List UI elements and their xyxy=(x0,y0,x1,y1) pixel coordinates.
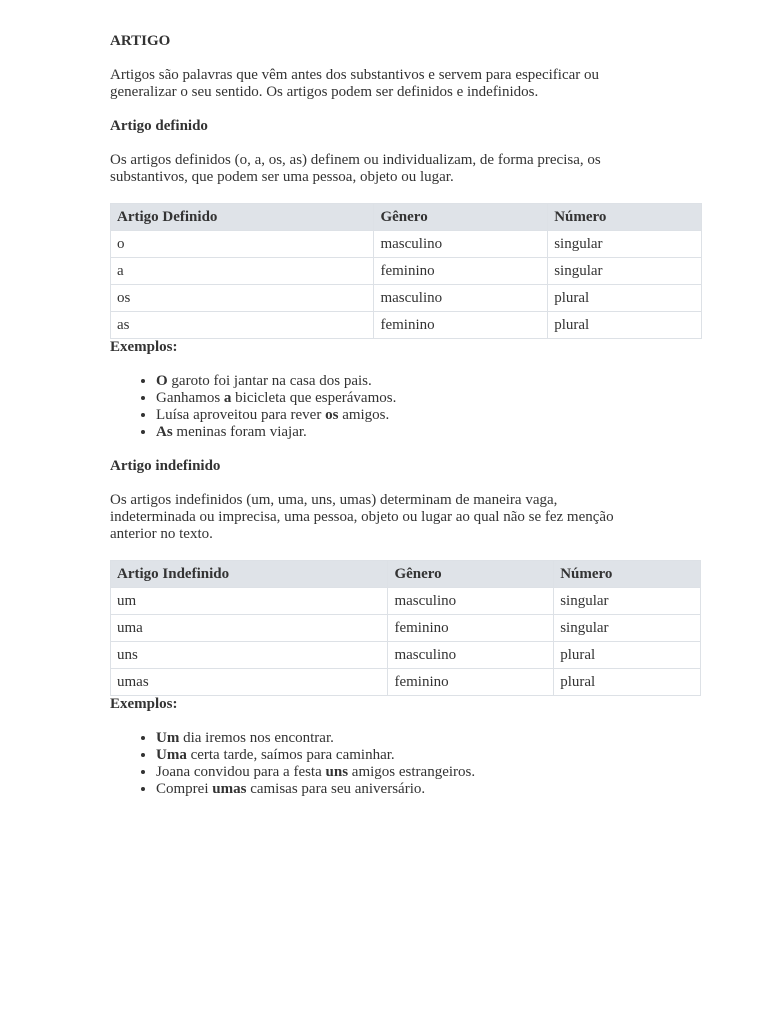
table-cell: masculino xyxy=(374,231,548,258)
table-cell: singular xyxy=(548,231,702,258)
table-cell: singular xyxy=(554,615,701,642)
section-definido xyxy=(110,118,702,441)
table-cell: uma xyxy=(111,615,388,642)
list-item xyxy=(156,764,702,781)
example-text: garoto foi jantar na casa dos pais. xyxy=(167,373,372,389)
table-cell: plural xyxy=(554,642,701,669)
example-article: a xyxy=(223,390,232,406)
example-article: Uma xyxy=(156,747,187,763)
example-article: os xyxy=(325,407,339,423)
page-title: ARTIGO xyxy=(110,33,171,49)
table-cell: masculino xyxy=(388,588,554,615)
table-cell: feminino xyxy=(374,312,548,339)
intro-paragraph: Artigos são palavras que vêm antes dos substantivos e servem para especificar ou generalizar o seu sentido. Os artigos podem ser definidos e indefinidos. xyxy=(110,67,600,100)
section-heading: Artigo indefinido xyxy=(110,458,221,474)
table-cell: a xyxy=(111,258,374,285)
section-heading: Artigo definido xyxy=(110,118,208,134)
example-article: Um xyxy=(156,730,180,746)
examples-label: Exemplos: xyxy=(110,696,178,712)
list-item xyxy=(156,390,702,407)
example-text: camisas para seu aniversário. xyxy=(246,781,426,797)
example-text: Ganhamos xyxy=(156,390,224,406)
table-row xyxy=(111,669,701,696)
table-header-cell: Artigo Definido xyxy=(111,204,374,231)
table-header-cell: Gênero xyxy=(374,204,548,231)
table-cell: plural xyxy=(548,285,702,312)
example-text: meninas foram viajar. xyxy=(172,424,307,440)
example-text: Luísa aproveitou para rever xyxy=(156,407,326,423)
table-cell: feminino xyxy=(388,615,554,642)
example-text: dia iremos nos encontrar. xyxy=(179,730,334,746)
table-header-cell: Número xyxy=(554,561,701,588)
example-article: umas xyxy=(212,781,247,797)
example-text: bicicleta que esperávamos. xyxy=(231,390,397,406)
section-description: Os artigos definidos (o, a, os, as) definem ou individualizam, de forma precisa, os substantivos, que podem ser uma pessoa, objeto ou lugar. xyxy=(110,152,601,185)
table-header-cell: Artigo Indefinido xyxy=(111,561,388,588)
table-row xyxy=(111,231,702,258)
table-cell: masculino xyxy=(374,285,548,312)
table-cell: singular xyxy=(554,588,701,615)
example-article: uns xyxy=(325,764,349,780)
table-cell: umas xyxy=(111,669,388,696)
list-item xyxy=(156,424,702,441)
table-cell: plural xyxy=(554,669,701,696)
list-item xyxy=(156,407,702,424)
definido-table xyxy=(110,203,702,339)
examples-list xyxy=(110,730,702,798)
list-item xyxy=(156,781,702,798)
indefinido-table xyxy=(110,560,701,696)
table-cell: uns xyxy=(111,642,388,669)
table-cell: plural xyxy=(548,312,702,339)
list-item xyxy=(156,730,702,747)
list-item xyxy=(156,747,702,764)
table-cell: o xyxy=(111,231,374,258)
example-text: certa tarde, saímos para caminhar. xyxy=(186,747,395,763)
table-header-row xyxy=(111,561,701,588)
examples-label: Exemplos: xyxy=(110,339,178,355)
example-article: O xyxy=(156,373,168,389)
example-text: Joana convidou para a festa xyxy=(156,764,326,780)
example-text: amigos estrangeiros. xyxy=(348,764,476,780)
table-row xyxy=(111,285,702,312)
table-row xyxy=(111,588,701,615)
table-header-cell: Número xyxy=(548,204,702,231)
list-item xyxy=(156,373,702,390)
table-row xyxy=(111,312,702,339)
example-article: As xyxy=(156,424,173,440)
table-cell: os xyxy=(111,285,374,312)
table-cell: as xyxy=(111,312,374,339)
table-row xyxy=(111,642,701,669)
table-header-row xyxy=(111,204,702,231)
example-text: amigos. xyxy=(338,407,390,423)
table-row xyxy=(111,258,702,285)
example-text: Comprei xyxy=(156,781,213,797)
table-cell: feminino xyxy=(388,669,554,696)
table-cell: um xyxy=(111,588,388,615)
table-header-cell: Gênero xyxy=(388,561,554,588)
section-description: Os artigos indefinidos (um, uma, uns, umas) determinam de maneira vaga, indeterminada ou imprecisa, uma pessoa, objeto ou lugar ao qual não se fez menção anterior no texto. xyxy=(110,492,614,542)
table-cell: singular xyxy=(548,258,702,285)
table-cell: feminino xyxy=(374,258,548,285)
examples-list xyxy=(110,373,702,441)
table-cell: masculino xyxy=(388,642,554,669)
section-indefinido xyxy=(110,458,702,798)
table-row xyxy=(111,615,701,642)
